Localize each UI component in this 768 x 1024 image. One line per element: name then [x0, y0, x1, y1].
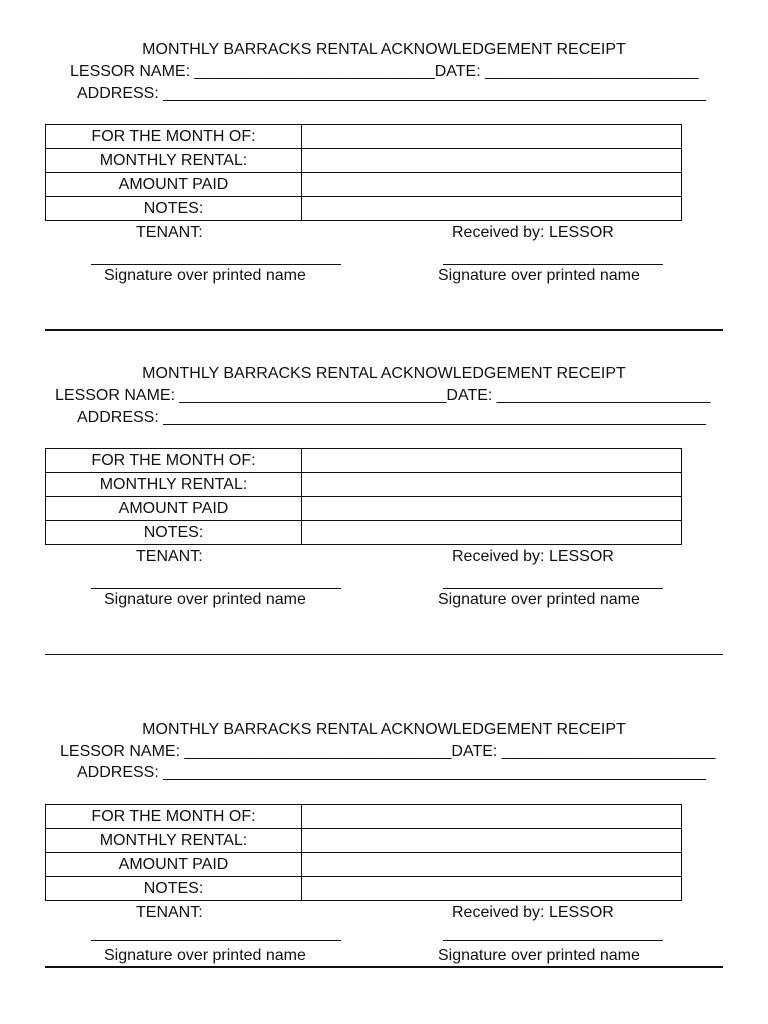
table-row	[46, 877, 682, 901]
month-label: FOR THE MONTH OF:	[46, 125, 302, 149]
table-row	[46, 473, 682, 497]
notes-value-cell[interactable]	[302, 877, 682, 901]
rental-table	[45, 804, 682, 901]
lessor-signature-line	[443, 940, 663, 941]
monthly-rental-value-cell[interactable]	[302, 473, 682, 497]
table-row	[46, 521, 682, 545]
receipt-title: MONTHLY BARRACKS RENTAL ACKNOWLEDGEMENT RECEIPT	[142, 365, 626, 382]
tenant-signature-line	[91, 264, 341, 265]
section-divider	[45, 654, 723, 655]
table-row	[46, 805, 682, 829]
month-value-cell[interactable]	[302, 805, 682, 829]
received-by-label: Received by: LESSOR	[452, 548, 614, 565]
table-row	[46, 853, 682, 877]
table-row	[46, 173, 682, 197]
month-label: FOR THE MONTH OF:	[46, 449, 302, 473]
month-value-cell[interactable]	[302, 125, 682, 149]
amount-paid-value-cell[interactable]	[302, 853, 682, 877]
monthly-rental-value-cell[interactable]	[302, 829, 682, 853]
notes-label: NOTES:	[46, 197, 302, 221]
table-row	[46, 829, 682, 853]
lessor-name-line: LESSOR NAME: ______________________________DATE: ________________________	[55, 387, 711, 404]
tenant-signature-line	[91, 588, 341, 589]
bottom-divider	[45, 966, 723, 968]
monthly-rental-label: MONTHLY RENTAL:	[46, 149, 302, 173]
notes-label: NOTES:	[46, 877, 302, 901]
lessor-signature-caption: Signature over printed name	[438, 591, 640, 608]
receipt-title: MONTHLY BARRACKS RENTAL ACKNOWLEDGEMENT RECEIPT	[142, 721, 626, 738]
address-line: ADDRESS: _____________________________________________________________	[77, 409, 707, 426]
monthly-rental-label: MONTHLY RENTAL:	[46, 829, 302, 853]
amount-paid-label: AMOUNT PAID	[46, 497, 302, 521]
table-row	[46, 125, 682, 149]
notes-label: NOTES:	[46, 521, 302, 545]
tenant-label: TENANT:	[136, 224, 203, 241]
tenant-signature-line	[91, 940, 341, 941]
amount-paid-label: AMOUNT PAID	[46, 853, 302, 877]
table-row	[46, 149, 682, 173]
section-divider	[45, 329, 723, 331]
notes-value-cell[interactable]	[302, 197, 682, 221]
amount-paid-label: AMOUNT PAID	[46, 173, 302, 197]
month-value-cell[interactable]	[302, 449, 682, 473]
address-line: ADDRESS: _____________________________________________________________	[77, 85, 707, 102]
amount-paid-value-cell[interactable]	[302, 173, 682, 197]
lessor-name-line: LESSOR NAME: ______________________________DATE: ________________________	[60, 743, 716, 760]
month-label: FOR THE MONTH OF:	[46, 805, 302, 829]
lessor-signature-caption: Signature over printed name	[438, 947, 640, 964]
rental-table	[45, 124, 682, 221]
notes-value-cell[interactable]	[302, 521, 682, 545]
tenant-label: TENANT:	[136, 548, 203, 565]
received-by-label: Received by: LESSOR	[452, 904, 614, 921]
tenant-signature-caption: Signature over printed name	[104, 591, 306, 608]
tenant-label: TENANT:	[136, 904, 203, 921]
rental-table	[45, 448, 682, 545]
lessor-name-line: LESSOR NAME: ___________________________DATE: ________________________	[70, 63, 699, 80]
tenant-signature-caption: Signature over printed name	[104, 267, 306, 284]
lessor-signature-caption: Signature over printed name	[438, 267, 640, 284]
lessor-signature-line	[443, 588, 663, 589]
address-line: ADDRESS: _____________________________________________________________	[77, 764, 707, 781]
received-by-label: Received by: LESSOR	[452, 224, 614, 241]
receipt-2	[0, 364, 768, 664]
table-row	[46, 497, 682, 521]
lessor-signature-line	[443, 264, 663, 265]
receipt-3	[0, 720, 768, 1020]
tenant-signature-caption: Signature over printed name	[104, 947, 306, 964]
receipt-1	[0, 40, 768, 340]
monthly-rental-label: MONTHLY RENTAL:	[46, 473, 302, 497]
amount-paid-value-cell[interactable]	[302, 497, 682, 521]
table-row	[46, 449, 682, 473]
table-row	[46, 197, 682, 221]
monthly-rental-value-cell[interactable]	[302, 149, 682, 173]
receipt-title: MONTHLY BARRACKS RENTAL ACKNOWLEDGEMENT RECEIPT	[142, 41, 626, 58]
